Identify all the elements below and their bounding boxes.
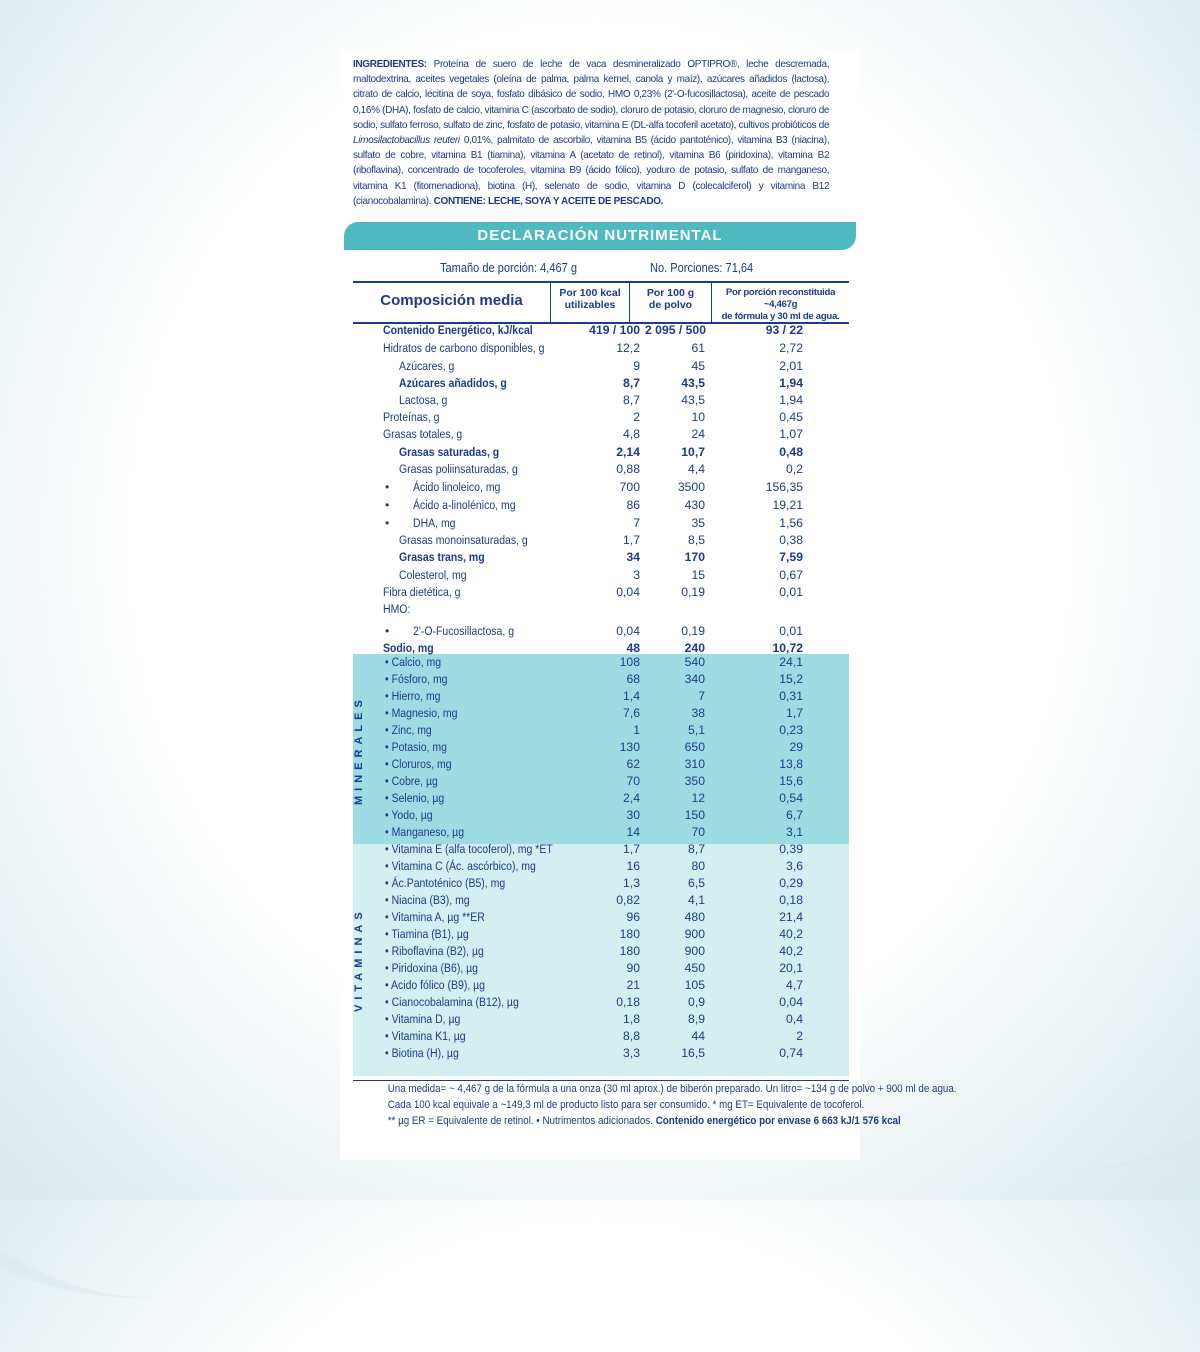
table-row: [353, 515, 849, 532]
row-value-v3: 93 / 22: [765, 323, 803, 337]
row-value-v3: 0,18: [779, 893, 803, 907]
bullet-marker: •: [385, 498, 390, 512]
row-value-v2: 12: [691, 791, 705, 805]
row-value-v2: 8,9: [688, 1012, 705, 1026]
row-value-v1: 2,4: [623, 791, 640, 805]
table-row: [353, 1028, 849, 1045]
row-value-v2: 43,5: [681, 376, 705, 390]
row-value-v2: 43,5: [681, 393, 705, 407]
header-per-100g-line2: de polvo: [648, 299, 693, 311]
table-row: [353, 807, 849, 824]
row-label: • Cobre, µg: [385, 774, 438, 788]
footer-line-1: Una medida= ~ 4,467 g de la fórmula a una onza (30 ml aprox.) de biberón preparado. Un litro= ~134 g de polvo + 900 ml de agua.: [387, 1083, 957, 1095]
row-label: • Acido fólico (B9), µg: [385, 978, 486, 992]
row-label: • Zinc, mg: [385, 723, 432, 737]
table-row: [353, 892, 849, 909]
row-value-v1: 9: [633, 359, 640, 373]
row-value-v3: 2: [796, 1029, 803, 1043]
row-value-v2: 7: [698, 689, 705, 703]
row-label: • Vitamina E (alfa tocoferol), mg *ET: [385, 842, 553, 856]
row-label: • Calcio, mg: [385, 655, 442, 669]
row-value-v1: 12,2: [616, 341, 640, 355]
row-value-v3: 0,67: [779, 568, 803, 582]
table-row: [353, 601, 849, 618]
table-row: [353, 722, 849, 739]
footer-line-3: [387, 1113, 901, 1129]
row-value-v1: 96: [626, 910, 640, 924]
row-value-v3: 4,7: [786, 978, 803, 992]
ingredients-italic: Limosilactobacillus reuteri: [353, 135, 460, 147]
row-value-v3: 0,45: [779, 410, 803, 424]
row-value-v2: 44: [691, 1029, 705, 1043]
row-label: • Niacina (B3), mg: [385, 893, 470, 907]
table-row: [353, 858, 849, 875]
row-value-v3: 2,72: [779, 341, 803, 355]
table-row: [353, 671, 849, 688]
row-value-v2: 150: [684, 808, 705, 822]
table-row: [353, 739, 849, 756]
row-value-v3: 3,6: [786, 859, 803, 873]
row-value-v1: 86: [626, 498, 640, 512]
row-value-v2: 10,7: [681, 445, 705, 459]
row-value-v2: 15: [691, 568, 705, 582]
row-label: Lactosa, g: [399, 393, 448, 407]
footer-line-2: Cada 100 kcal equivale a ~149,3 ml de producto listo para ser consumido. * mg ET= Equivalente de tocoferol.: [387, 1099, 865, 1111]
row-value-v3: 6,7: [786, 808, 803, 822]
row-value-v3: 3,1: [786, 825, 803, 839]
row-value-v3: 1,56: [779, 516, 803, 530]
row-value-v1: 21: [626, 978, 640, 992]
row-label: • Magnesio, mg: [385, 706, 458, 720]
row-value-v3: 15,2: [779, 672, 803, 686]
row-value-v2: 0,19: [681, 585, 705, 599]
row-value-v1: 16: [626, 859, 640, 873]
row-value-v1: 3: [633, 568, 640, 582]
ingredients-part-2: 0,01%, palmitato de ascorbilo, vitamina B5 (ácido pantoténico), vitamina B3 (niacina), sulfato de cobre, vitamina B1 (tiamina), vitamina A (acetato de retinol), vitamina B6 (piridoxina), vitamina B2 (riboflavina), concentrado de tocoferoles, vitamina B9 (ácido fólico), yoduro de potasio, sulfato de manganeso, vitamina K1 (fitomenadiona), biotina (H), selenato de sodio, vitamina D (colecalciferol) y vitamina B12 (cianocobalamina).: [353, 135, 830, 207]
table-footer: [353, 1080, 957, 1151]
row-value-v3: 1,94: [779, 393, 803, 407]
table-row: [353, 358, 849, 375]
row-value-v3: 1,7: [786, 706, 803, 720]
table-row: [353, 960, 849, 977]
header-per-100kcal: [550, 283, 629, 322]
table-row: [353, 790, 849, 807]
row-value-v2: 70: [691, 825, 705, 839]
table-row: [353, 909, 849, 926]
row-value-v3: 0,01: [779, 624, 803, 638]
row-value-v2: 310: [684, 757, 705, 771]
row-value-v1: 130: [619, 740, 640, 754]
table-row: [353, 841, 849, 858]
table-row: [353, 375, 849, 392]
table-row: [353, 943, 849, 960]
row-value-v3: 0,39: [779, 842, 803, 856]
minerals-side-label: MINERALES: [353, 695, 365, 805]
row-label: HMO:: [383, 602, 411, 616]
table-row: [353, 444, 849, 461]
row-label: • Yodo, µg: [385, 808, 433, 822]
table-row: [353, 977, 849, 994]
row-value-v2: 0,19: [681, 624, 705, 638]
row-label: Azúcares, g: [399, 359, 455, 373]
row-value-v3: 10,72: [772, 641, 803, 655]
row-label: • Vitamina D, µg: [385, 1012, 461, 1026]
row-value-v2: 8,5: [688, 533, 705, 547]
row-value-v3: 24,1: [779, 655, 803, 669]
row-value-v2: 24: [691, 427, 705, 441]
row-label: • Selenio, µg: [385, 791, 445, 805]
row-value-v2: 2 095 / 500: [645, 323, 706, 337]
row-value-v1: 14: [626, 825, 640, 839]
row-value-v2: 6,5: [688, 876, 705, 890]
row-label: Grasas poliinsaturadas, g: [399, 462, 518, 476]
table-row: [353, 340, 849, 357]
row-value-v1: 3,3: [623, 1046, 640, 1060]
row-value-v3: 0,01: [779, 585, 803, 599]
bullet-marker: •: [385, 480, 390, 494]
row-value-v2: 4,1: [688, 893, 705, 907]
table-row: [353, 875, 849, 892]
header-per-portion: [711, 283, 849, 322]
row-label: • Vitamina C (Ác. ascórbico), mg: [385, 859, 536, 873]
footer-notes: ** µg ER = Equivalente de retinol. • Nutrimentos adicionados.: [387, 1115, 656, 1127]
row-value-v1: 90: [626, 961, 640, 975]
table-row: [353, 322, 849, 339]
row-label: • Biotina (H), µg: [385, 1046, 459, 1060]
table-header: [353, 281, 849, 324]
row-value-v1: 8,7: [623, 393, 640, 407]
row-value-v1: 7: [633, 516, 640, 530]
header-per-100g-line1: Por 100 g: [646, 287, 695, 299]
row-value-v3: 19,21: [772, 498, 803, 512]
row-value-v3: 1,07: [779, 427, 803, 441]
table-row: [353, 688, 849, 705]
table-row: [353, 532, 849, 549]
header-per-100g: [629, 283, 711, 322]
row-label: Fibra dietética, g: [383, 585, 461, 599]
header-per-portion-line2: de fórmula y 30 ml de agua.: [721, 311, 840, 322]
row-value-v3: 0,2: [786, 462, 803, 476]
row-value-v3: 1,94: [779, 376, 803, 390]
table-row: [353, 549, 849, 566]
ingredients-text: [353, 57, 829, 209]
row-value-v3: 156,35: [765, 480, 803, 494]
row-value-v2: 61: [691, 341, 705, 355]
row-value-v1: 4,8: [623, 427, 640, 441]
row-value-v1: 7,6: [623, 706, 640, 720]
table-row: [353, 409, 849, 426]
row-value-v3: 40,2: [779, 927, 803, 941]
row-value-v2: 430: [684, 498, 705, 512]
row-value-v2: 105: [684, 978, 705, 992]
row-label: • Cloruros, mg: [385, 757, 452, 771]
row-value-v2: 38: [691, 706, 705, 720]
row-value-v3: 20,1: [779, 961, 803, 975]
row-value-v1: 34: [626, 550, 640, 564]
row-value-v3: 15,6: [779, 774, 803, 788]
row-value-v1: 180: [619, 944, 640, 958]
header-per-100kcal-line2: utilizables: [564, 299, 616, 311]
row-value-v2: 45: [691, 359, 705, 373]
row-value-v3: 13,8: [779, 757, 803, 771]
ingredients-label: INGREDIENTES:: [353, 59, 427, 70]
row-value-v1: 1,7: [623, 533, 640, 547]
table-row: [353, 479, 849, 496]
row-value-v3: 0,74: [779, 1046, 803, 1060]
row-value-v1: 1,3: [623, 876, 640, 890]
row-label: • Riboflavina (B2), µg: [385, 944, 484, 958]
table-row: [353, 773, 849, 790]
row-value-v1: 0,04: [616, 624, 640, 638]
table-row: [353, 392, 849, 409]
row-value-v1: 2: [633, 410, 640, 424]
table-row: [353, 654, 849, 671]
row-label: Grasas monoinsaturadas, g: [399, 533, 528, 547]
row-value-v1: 1,4: [623, 689, 640, 703]
row-value-v1: 70: [626, 774, 640, 788]
row-value-v3: 0,4: [786, 1012, 803, 1026]
row-value-v2: 540: [684, 655, 705, 669]
footer-energy-total: Contenido energético por envase 6 663 kJ/1 576 kcal: [655, 1115, 901, 1127]
row-label: Grasas trans, mg: [399, 550, 485, 564]
vitamins-side-label: VITAMINAS: [353, 907, 365, 1013]
table-row: [353, 1011, 849, 1028]
row-value-v2: 450: [684, 961, 705, 975]
bullet-marker: •: [385, 624, 390, 638]
row-value-v1: 30: [626, 808, 640, 822]
row-value-v1: 0,04: [616, 585, 640, 599]
table-row: [353, 584, 849, 601]
row-value-v2: 240: [684, 641, 705, 655]
ingredients-part-1: Proteína de suero de leche de vaca desmineralizado OPTIPRO®, leche descremada, maltodextrina, aceites vegetales (oleína de palma, palma kernel, canola y maíz), azúcares añadidos (lactosa), citrato de calcio, lecitina de soya, fosfato dibásico de sodio, HMO 0,23% (2'-O-fucosillactosa), aceite de pescado 0,16% (DHA), fosfato de calcio, vitamina C (ascorbato de sodio), cloruro de potasio, cloruro de magnesio, cloruro de sodio, sulfato ferroso, sulfato de zinc, fosfato de potasio, vitamina E (DL-alfa tocoferil acetato), cultivos probióticos de: [353, 59, 830, 131]
row-label: • Ác.Pantoténico (B5), mg: [385, 876, 506, 890]
row-label: • Cianocobalamina (B12), µg: [385, 995, 519, 1009]
row-label: • Vitamina A, µg **ER: [385, 910, 485, 924]
row-value-v1: 1,8: [623, 1012, 640, 1026]
header-per-portion-line1: Por porción reconstituida ~4,467g: [725, 287, 836, 310]
row-label: • Tiamina (B1), µg: [385, 927, 469, 941]
bullet-marker: •: [385, 516, 390, 530]
row-label: Azúcares añadidos, g: [399, 376, 507, 390]
row-value-v1: 0,18: [616, 995, 640, 1009]
row-value-v3: 7,59: [779, 550, 803, 564]
row-value-v2: 35: [691, 516, 705, 530]
allergen-statement: CONTIENE: LECHE, SOYA Y ACEITE DE PESCADO.: [433, 195, 664, 207]
row-value-v1: 108: [619, 655, 640, 669]
row-value-v2: 900: [684, 944, 705, 958]
row-label: Colesterol, mg: [399, 568, 467, 582]
row-value-v1: 48: [626, 641, 640, 655]
row-value-v1: 68: [626, 672, 640, 686]
header-per-100kcal-line1: Por 100 kcal: [559, 287, 621, 299]
row-value-v2: 80: [691, 859, 705, 873]
header-composition: Composición media: [380, 292, 523, 309]
row-label: • Potasio, mg: [385, 740, 447, 754]
row-value-v1: 1: [633, 723, 640, 737]
row-value-v3: 29: [789, 740, 803, 754]
row-label: Proteínas, g: [383, 410, 440, 424]
row-label: • Fósforo, mg: [385, 672, 448, 686]
row-value-v3: 0,48: [779, 445, 803, 459]
row-label: Sodio, mg: [383, 641, 434, 655]
row-value-v1: 8,8: [623, 1029, 640, 1043]
nutrition-title: DECLARACIÓN NUTRIMENTAL: [344, 222, 856, 250]
row-value-v2: 4,4: [688, 462, 705, 476]
table-row: [353, 1045, 849, 1062]
row-value-v3: 0,04: [779, 995, 803, 1009]
row-label: • Vitamina K1, µg: [385, 1029, 466, 1043]
row-value-v2: 480: [684, 910, 705, 924]
row-value-v1: 2,14: [616, 445, 640, 459]
row-label: Grasas totales, g: [383, 427, 463, 441]
row-value-v2: 16,5: [681, 1046, 705, 1060]
row-label: • Hierro, mg: [385, 689, 441, 703]
table-row: [353, 926, 849, 943]
row-value-v2: 170: [684, 550, 705, 564]
table-row: [353, 623, 849, 640]
table-row: [353, 426, 849, 443]
row-value-v1: 8,7: [623, 376, 640, 390]
row-value-v3: 40,2: [779, 944, 803, 958]
table-row: [353, 824, 849, 841]
row-value-v3: 0,31: [779, 689, 803, 703]
portion-size: Tamaño de porción: 4,467 g: [440, 260, 577, 275]
row-value-v2: 5,1: [688, 723, 705, 737]
row-value-v1: 0,82: [616, 893, 640, 907]
row-label: DHA, mg: [413, 516, 456, 530]
row-value-v2: 0,9: [688, 995, 705, 1009]
portion-count: No. Porciones: 71,64: [650, 260, 754, 275]
row-label: • Piridoxina (B6), µg: [385, 961, 479, 975]
row-value-v1: 1,7: [623, 842, 640, 856]
row-value-v2: 3500: [677, 480, 705, 494]
row-value-v1: 700: [619, 480, 640, 494]
row-value-v3: 0,54: [779, 791, 803, 805]
row-value-v3: 0,23: [779, 723, 803, 737]
row-value-v2: 650: [684, 740, 705, 754]
table-row: [353, 756, 849, 773]
row-value-v3: 21,4: [779, 910, 803, 924]
row-label: Contenido Energético, kJ/kcal: [383, 323, 533, 337]
row-value-v2: 340: [684, 672, 705, 686]
table-row: [353, 705, 849, 722]
row-label: • Manganeso, µg: [385, 825, 465, 839]
row-value-v2: 8,7: [688, 842, 705, 856]
row-value-v2: 900: [684, 927, 705, 941]
row-label: 2'-O-Fucosillactosa, g: [413, 624, 515, 638]
row-label: Ácido linoleico, mg: [413, 480, 501, 494]
table-row: [353, 497, 849, 514]
table-row: [353, 567, 849, 584]
row-value-v2: 350: [684, 774, 705, 788]
table-row: [353, 994, 849, 1011]
row-value-v3: 0,29: [779, 876, 803, 890]
row-value-v3: 2,01: [779, 359, 803, 373]
table-row: [353, 461, 849, 478]
row-value-v3: 0,38: [779, 533, 803, 547]
row-value-v1: 180: [619, 927, 640, 941]
row-value-v2: 10: [691, 410, 705, 424]
row-label: Ácido a-linolénico, mg: [413, 498, 516, 512]
row-value-v1: 419 / 100: [589, 323, 640, 337]
row-value-v1: 0,88: [616, 462, 640, 476]
row-label: Grasas saturadas, g: [399, 445, 500, 459]
row-value-v1: 62: [626, 757, 640, 771]
row-label: Hidratos de carbono disponibles, g: [383, 341, 545, 355]
